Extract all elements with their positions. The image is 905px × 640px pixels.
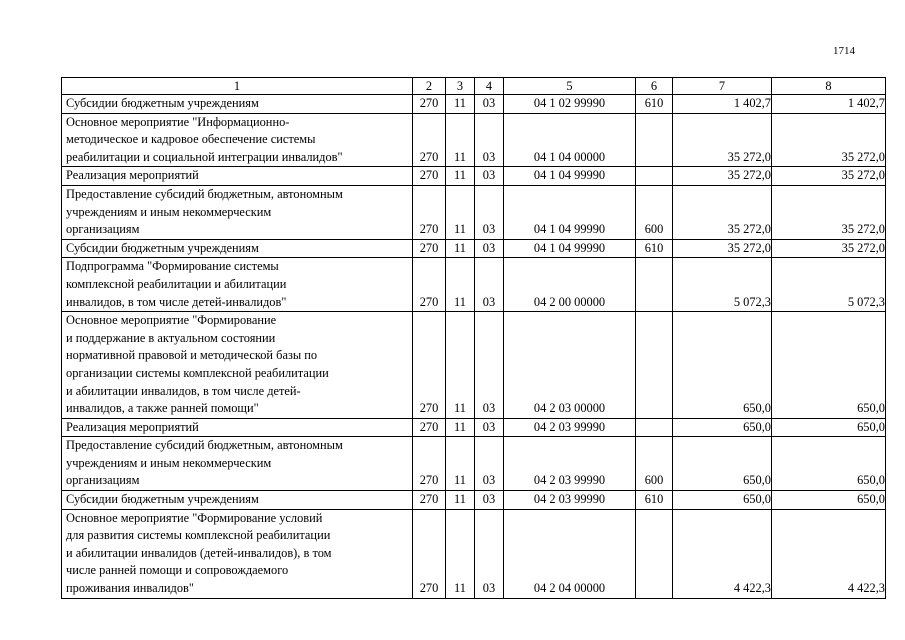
cell-col5: 04 2 04 00000 bbox=[504, 509, 636, 598]
cell-col5: 04 2 03 99990 bbox=[504, 418, 636, 437]
name-line: Реализация мероприятий bbox=[66, 168, 199, 183]
cell-col8: 35 272,0 bbox=[772, 239, 886, 258]
cell-col8: 650,0 bbox=[772, 491, 886, 510]
cell-name bbox=[62, 509, 413, 598]
cell-col6 bbox=[636, 258, 673, 312]
cell-col7: 5 072,3 bbox=[673, 258, 772, 312]
cell-col3: 11 bbox=[446, 239, 475, 258]
table-row bbox=[62, 418, 886, 437]
cell-col8: 650,0 bbox=[772, 437, 886, 491]
name-line: организации системы комплексной реабилитации bbox=[66, 365, 329, 380]
cell-col8: 35 272,0 bbox=[772, 185, 886, 239]
cell-col2: 270 bbox=[413, 239, 446, 258]
cell-col4: 03 bbox=[475, 258, 504, 312]
name-line: организациям bbox=[66, 222, 140, 237]
header-cell: 3 bbox=[446, 78, 475, 95]
cell-col7: 35 272,0 bbox=[673, 167, 772, 186]
cell-col6 bbox=[636, 312, 673, 419]
name-line: Предоставление субсидий бюджетным, автономным bbox=[66, 186, 343, 201]
cell-col6: 610 bbox=[636, 491, 673, 510]
cell-col3: 11 bbox=[446, 437, 475, 491]
cell-col7: 650,0 bbox=[673, 418, 772, 437]
cell-col8: 650,0 bbox=[772, 312, 886, 419]
cell-col7: 35 272,0 bbox=[673, 185, 772, 239]
cell-col6 bbox=[636, 113, 673, 167]
name-line: организациям bbox=[66, 473, 140, 488]
name-line: учреждениям и иным некоммерческим bbox=[66, 204, 272, 219]
table-row bbox=[62, 437, 886, 491]
name-line: Основное мероприятие "Информационно- bbox=[66, 114, 290, 129]
cell-col3: 11 bbox=[446, 509, 475, 598]
header-row bbox=[62, 78, 886, 95]
cell-col3: 11 bbox=[446, 418, 475, 437]
table-body bbox=[62, 95, 886, 599]
cell-col2: 270 bbox=[413, 113, 446, 167]
cell-name bbox=[62, 95, 413, 114]
cell-col3: 11 bbox=[446, 258, 475, 312]
cell-col2: 270 bbox=[413, 258, 446, 312]
cell-col2: 270 bbox=[413, 312, 446, 419]
cell-col8: 5 072,3 bbox=[772, 258, 886, 312]
cell-col7: 1 402,7 bbox=[673, 95, 772, 114]
table-row bbox=[62, 509, 886, 598]
table-row bbox=[62, 167, 886, 186]
cell-col7: 35 272,0 bbox=[673, 239, 772, 258]
cell-col2: 270 bbox=[413, 95, 446, 114]
header-cell: 8 bbox=[772, 78, 886, 95]
cell-col2: 270 bbox=[413, 491, 446, 510]
name-line: Основное мероприятие "Формирование условий bbox=[66, 510, 323, 525]
cell-col4: 03 bbox=[475, 509, 504, 598]
name-line: и поддержание в актуальном состоянии bbox=[66, 330, 276, 345]
table-row bbox=[62, 185, 886, 239]
header-cell: 5 bbox=[504, 78, 636, 95]
cell-col3: 11 bbox=[446, 185, 475, 239]
cell-col4: 03 bbox=[475, 437, 504, 491]
cell-col6 bbox=[636, 418, 673, 437]
cell-col6: 600 bbox=[636, 437, 673, 491]
cell-col5: 04 2 00 00000 bbox=[504, 258, 636, 312]
cell-col7: 650,0 bbox=[673, 312, 772, 419]
cell-col8: 35 272,0 bbox=[772, 167, 886, 186]
cell-col5: 04 2 03 99990 bbox=[504, 437, 636, 491]
cell-name bbox=[62, 491, 413, 510]
name-line: методическое и кадровое обеспечение системы bbox=[66, 132, 316, 147]
cell-col2: 270 bbox=[413, 418, 446, 437]
table-row bbox=[62, 113, 886, 167]
name-line: инвалидов, а также ранней помощи" bbox=[66, 401, 259, 416]
cell-col2: 270 bbox=[413, 185, 446, 239]
cell-col5: 04 2 03 00000 bbox=[504, 312, 636, 419]
cell-col8: 4 422,3 bbox=[772, 509, 886, 598]
cell-col4: 03 bbox=[475, 418, 504, 437]
cell-col5: 04 1 04 00000 bbox=[504, 113, 636, 167]
cell-col6: 610 bbox=[636, 95, 673, 114]
cell-col4: 03 bbox=[475, 167, 504, 186]
cell-col6 bbox=[636, 167, 673, 186]
cell-col7: 4 422,3 bbox=[673, 509, 772, 598]
name-line: Подпрограмма "Формирование системы bbox=[66, 259, 279, 274]
cell-col3: 11 bbox=[446, 312, 475, 419]
cell-col5: 04 1 04 99990 bbox=[504, 239, 636, 258]
cell-col8: 35 272,0 bbox=[772, 113, 886, 167]
cell-col3: 11 bbox=[446, 113, 475, 167]
table-row bbox=[62, 491, 886, 510]
cell-name bbox=[62, 167, 413, 186]
cell-name bbox=[62, 437, 413, 491]
header-cell: 2 bbox=[413, 78, 446, 95]
name-line: и абилитации инвалидов (детей-инвалидов), в том bbox=[66, 545, 332, 560]
header-cell: 4 bbox=[475, 78, 504, 95]
cell-col4: 03 bbox=[475, 185, 504, 239]
name-line: и абилитации инвалидов, в том числе детей- bbox=[66, 383, 301, 398]
name-line: Субсидии бюджетным учреждениям bbox=[66, 492, 259, 507]
cell-col3: 11 bbox=[446, 95, 475, 114]
cell-col5: 04 1 04 99990 bbox=[504, 167, 636, 186]
cell-col5: 04 2 03 99990 bbox=[504, 491, 636, 510]
cell-col4: 03 bbox=[475, 95, 504, 114]
cell-name bbox=[62, 312, 413, 419]
name-line: нормативной правовой и методической базы по bbox=[66, 348, 318, 363]
cell-col6 bbox=[636, 509, 673, 598]
cell-col6: 600 bbox=[636, 185, 673, 239]
name-line: Основное мероприятие "Формирование bbox=[66, 313, 277, 328]
cell-name bbox=[62, 418, 413, 437]
header-cell: 1 bbox=[62, 78, 413, 95]
name-line: инвалидов, в том числе детей-инвалидов" bbox=[66, 294, 287, 309]
table-row bbox=[62, 312, 886, 419]
name-line: проживания инвалидов" bbox=[66, 581, 194, 596]
cell-name bbox=[62, 113, 413, 167]
page-number: 1714 bbox=[833, 45, 855, 57]
cell-col2: 270 bbox=[413, 509, 446, 598]
name-line: для развития системы комплексной реабилитации bbox=[66, 528, 331, 543]
cell-col5: 04 1 02 99990 bbox=[504, 95, 636, 114]
cell-col7: 650,0 bbox=[673, 437, 772, 491]
cell-col5: 04 1 04 99990 bbox=[504, 185, 636, 239]
cell-name bbox=[62, 239, 413, 258]
name-line: Субсидии бюджетным учреждениям bbox=[66, 96, 259, 110]
cell-col4: 03 bbox=[475, 239, 504, 258]
name-line: учреждениям и иным некоммерческим bbox=[66, 455, 272, 470]
cell-col6: 610 bbox=[636, 239, 673, 258]
table-row bbox=[62, 258, 886, 312]
cell-name bbox=[62, 185, 413, 239]
table-row bbox=[62, 95, 886, 114]
cell-name bbox=[62, 258, 413, 312]
name-line: Субсидии бюджетным учреждениям bbox=[66, 240, 259, 255]
name-line: числе ранней помощи и сопровождаемого bbox=[66, 563, 289, 578]
name-line: Реализация мероприятий bbox=[66, 419, 199, 434]
budget-table bbox=[61, 77, 886, 599]
name-line: комплексной реабилитации и абилитации bbox=[66, 276, 287, 291]
header-cell: 7 bbox=[673, 78, 772, 95]
cell-col4: 03 bbox=[475, 312, 504, 419]
name-line: реабилитации и социальной интеграции инвалидов" bbox=[66, 149, 343, 164]
cell-col8: 650,0 bbox=[772, 418, 886, 437]
cell-col7: 35 272,0 bbox=[673, 113, 772, 167]
cell-col3: 11 bbox=[446, 491, 475, 510]
table-row bbox=[62, 239, 886, 258]
cell-col4: 03 bbox=[475, 491, 504, 510]
cell-col2: 270 bbox=[413, 167, 446, 186]
name-line: Предоставление субсидий бюджетным, автономным bbox=[66, 438, 343, 453]
cell-col7: 650,0 bbox=[673, 491, 772, 510]
cell-col2: 270 bbox=[413, 437, 446, 491]
cell-col4: 03 bbox=[475, 113, 504, 167]
cell-col8: 1 402,7 bbox=[772, 95, 886, 114]
header-cell: 6 bbox=[636, 78, 673, 95]
cell-col3: 11 bbox=[446, 167, 475, 186]
